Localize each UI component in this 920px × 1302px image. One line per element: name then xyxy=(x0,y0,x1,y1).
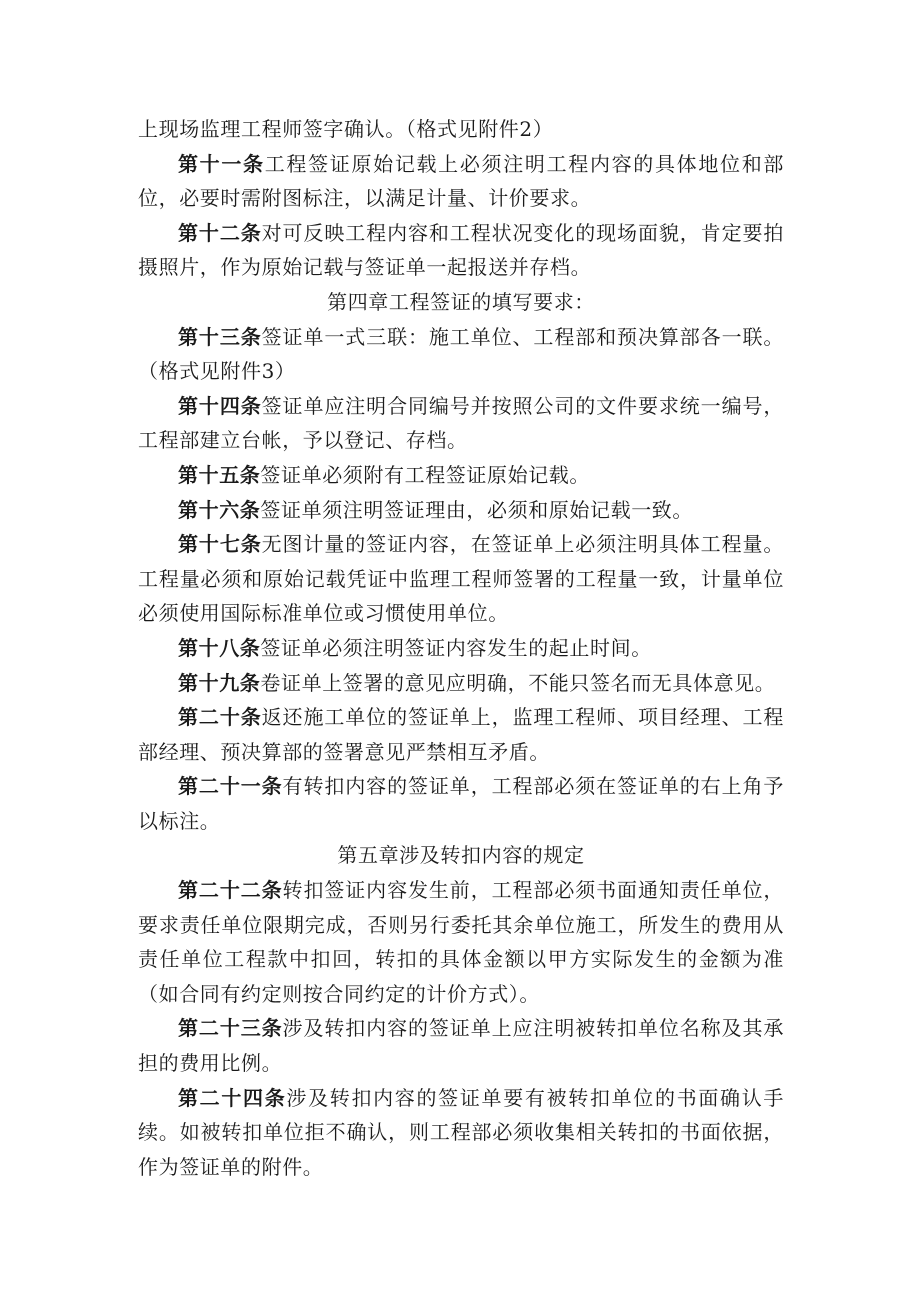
article-text: 签证单一式三联：施工单位、工程部和预决算部各一联。（格式见附件3） xyxy=(138,324,785,384)
article-text: 无图计量的签证内容，在签证单上必须注明具体工程量。工程量必须和原始记载凭证中监理工程师签署的工程量一致，计量单位必须使用国际标准单位或习惯使用单位。 xyxy=(138,532,785,626)
article-22 xyxy=(138,873,784,1011)
article-number: 第十九条 xyxy=(178,670,261,695)
article-number: 第十七条 xyxy=(178,532,262,557)
article-18 xyxy=(138,631,784,666)
article-11 xyxy=(138,147,784,216)
article-number: 第十八条 xyxy=(178,635,261,660)
document-body xyxy=(138,112,784,1184)
chapter-4-heading xyxy=(138,285,784,320)
article-number: 第二十一条 xyxy=(178,774,283,799)
article-text: 对可反映工程内容和工程状况变化的现场面貌，肯定要拍摄照片，作为原始记载与签证单一起报送并存档。 xyxy=(138,220,785,280)
article-number: 第二十三条 xyxy=(178,1016,283,1041)
article-23 xyxy=(138,1011,784,1080)
article-number: 第十六条 xyxy=(178,497,261,522)
article-19 xyxy=(138,666,784,701)
article-text: 有转扣内容的签证单，工程部必须在签证单的右上角予以标注。 xyxy=(138,774,785,833)
article-13 xyxy=(138,320,784,389)
article-text: 涉及转扣内容的签证单要有被转扣单位的书面确认手续。如被转扣单位拒不确认，则工程部必须收集相关转扣的书面依据，作为签证单的附件。 xyxy=(138,1085,784,1179)
article-number: 第二十四条 xyxy=(178,1085,287,1110)
article-21 xyxy=(138,769,784,838)
chapter-title: 第五章涉及转扣内容的规定 xyxy=(337,843,585,868)
article-text: 工程签证原始记载上必须注明工程内容的具体地位和部位，必要时需附图标注，以满足计量、计价要求。 xyxy=(138,151,784,211)
article-17 xyxy=(138,527,784,631)
article-text: 签证单必须附有工程签证原始记载。 xyxy=(260,462,591,487)
paragraph-continuation xyxy=(138,112,784,147)
article-14 xyxy=(138,389,784,458)
article-text: 签证单应注明合同编号并按照公司的文件要求统一编号，工程部建立台帐，予以登记、存档。 xyxy=(138,393,785,453)
article-15 xyxy=(138,458,784,493)
chapter-5-heading xyxy=(138,838,784,873)
paragraph-text: 上现场监理工程师签字确认。（格式见附件2） xyxy=(138,117,554,141)
article-12 xyxy=(138,216,784,285)
article-text: 转扣签证内容发生前，工程部必须书面通知责任单位，要求责任单位限期完成，否则另行委托其余单位施工，所发生的费用从责任单位工程款中扣回，转扣的具体金额以甲方实际发生的金额为准（如合同有约定则按合同约定的计价方式）。 xyxy=(138,878,785,1006)
article-16 xyxy=(138,493,784,528)
article-number: 第十二条 xyxy=(178,220,262,245)
article-text: 涉及转扣内容的签证单上应注明被转扣单位名称及其承担的费用比例。 xyxy=(138,1016,785,1076)
article-text: 返还施工单位的签证单上，监理工程师、项目经理、工程部经理、预决算部的签署意见严禁相互矛盾。 xyxy=(138,705,785,764)
chapter-title: 第四章工程签证的填写要求： xyxy=(327,289,595,314)
article-number: 第十五条 xyxy=(178,462,261,487)
article-text: 签证单必须注明签证内容发生的起止时间。 xyxy=(260,635,652,660)
article-number: 第二十条 xyxy=(178,705,262,730)
article-20 xyxy=(138,700,784,769)
article-number: 第十三条 xyxy=(178,324,262,349)
article-number: 第二十二条 xyxy=(178,878,283,903)
article-text: 签证单须注明签证理由，必须和原始记载一致。 xyxy=(260,497,694,522)
article-number: 第十一条 xyxy=(178,151,265,176)
article-24 xyxy=(138,1081,784,1185)
article-number: 第十四条 xyxy=(178,393,262,418)
article-text: 卷证单上签署的意见应明确，不能只签名而无具体意见。 xyxy=(260,670,776,695)
